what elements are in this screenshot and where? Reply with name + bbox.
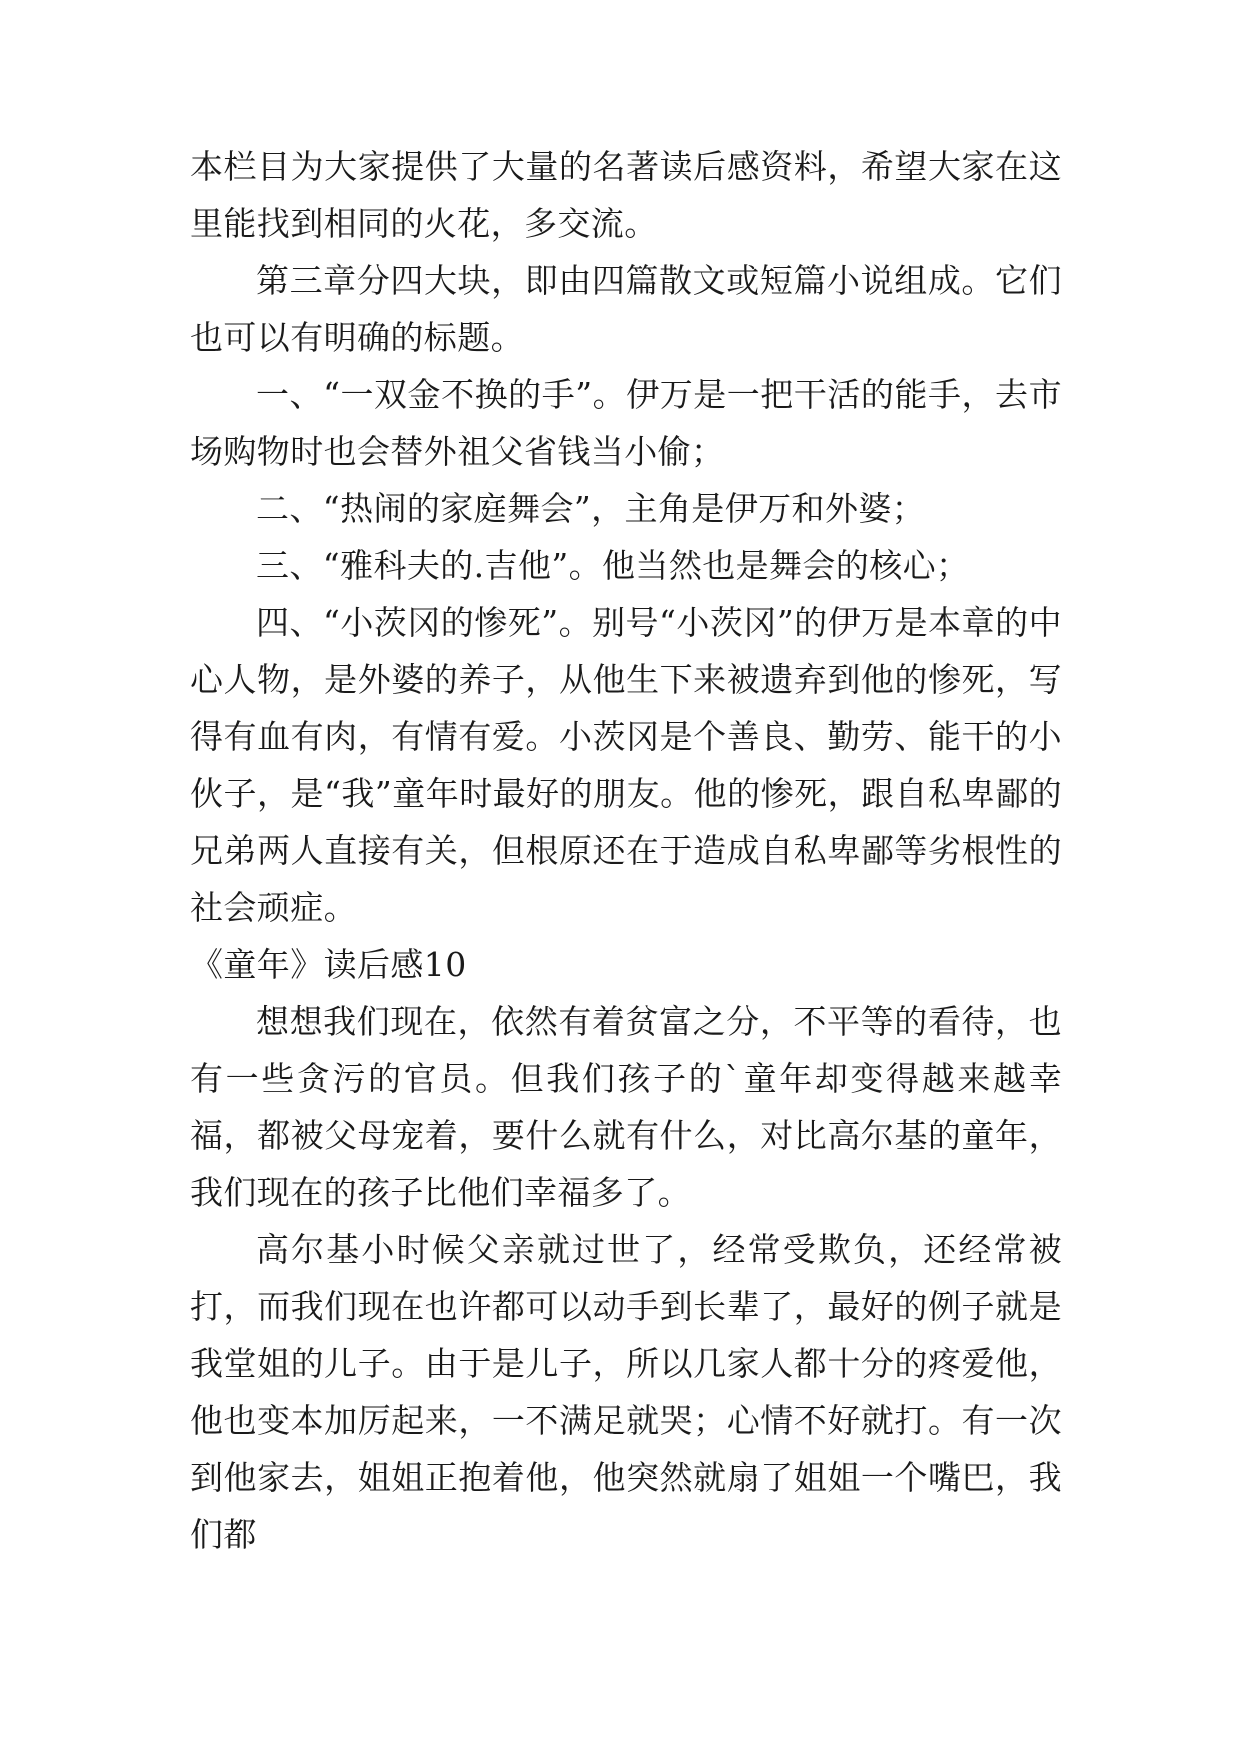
reflection-paragraph-1: 想想我们现在，依然有着贫富之分，不平等的看待，也有一些贪污的官员。但我们孩子的`童年却变得越来越幸福，都被父母宠着，要什么就有什么，对比高尔基的童年，我们现在的孩子比他们幸福多了。	[190, 1002, 1062, 1212]
section-four-paragraph: 四、“小茨冈的惨死”。别号“小茨冈”的伊万是本章的中心人物，是外婆的养子，从他生下来被遗弃到他的惨死，写得有血有肉，有情有爱。小茨冈是个善良、勤劳、能干的小伙子，是“我”童年时最好的朋友。他的惨死，跟自私卑鄙的兄弟两人直接有关，但根原还在于造成自私卑鄙等劣根性的社会顽症。	[190, 603, 1062, 927]
section-one-paragraph: 一、“一双金不换的手”。伊万是一把干活的能手，去市场购物时也会替外祖父省钱当小偷；	[190, 375, 1062, 471]
intro-paragraph: 本栏目为大家提供了大量的名著读后感资料，希望大家在这里能找到相同的火花，多交流。	[190, 147, 1062, 243]
reflection-paragraph-2: 高尔基小时候父亲就过世了，经常受欺负，还经常被打，而我们现在也许都可以动手到长辈了，最好的例子就是我堂姐的儿子。由于是儿子，所以几家人都十分的疼爱他，他也变本加厉起来，一不满足就哭；心情不好就打。有一次到他家去，姐姐正抱着他，他突然就扇了姐姐一个嘴巴，我们都	[190, 1230, 1062, 1554]
section-title: 《童年》读后感10	[190, 945, 467, 984]
section-two-paragraph: 二、“热闹的家庭舞会”，主角是伊万和外婆；	[256, 489, 926, 528]
chapter-overview-paragraph: 第三章分四大块，即由四篇散文或短篇小说组成。它们也可以有明确的标题。	[190, 261, 1062, 357]
section-three-paragraph: 三、“雅科夫的.吉他”。他当然也是舞会的核心；	[256, 546, 970, 585]
